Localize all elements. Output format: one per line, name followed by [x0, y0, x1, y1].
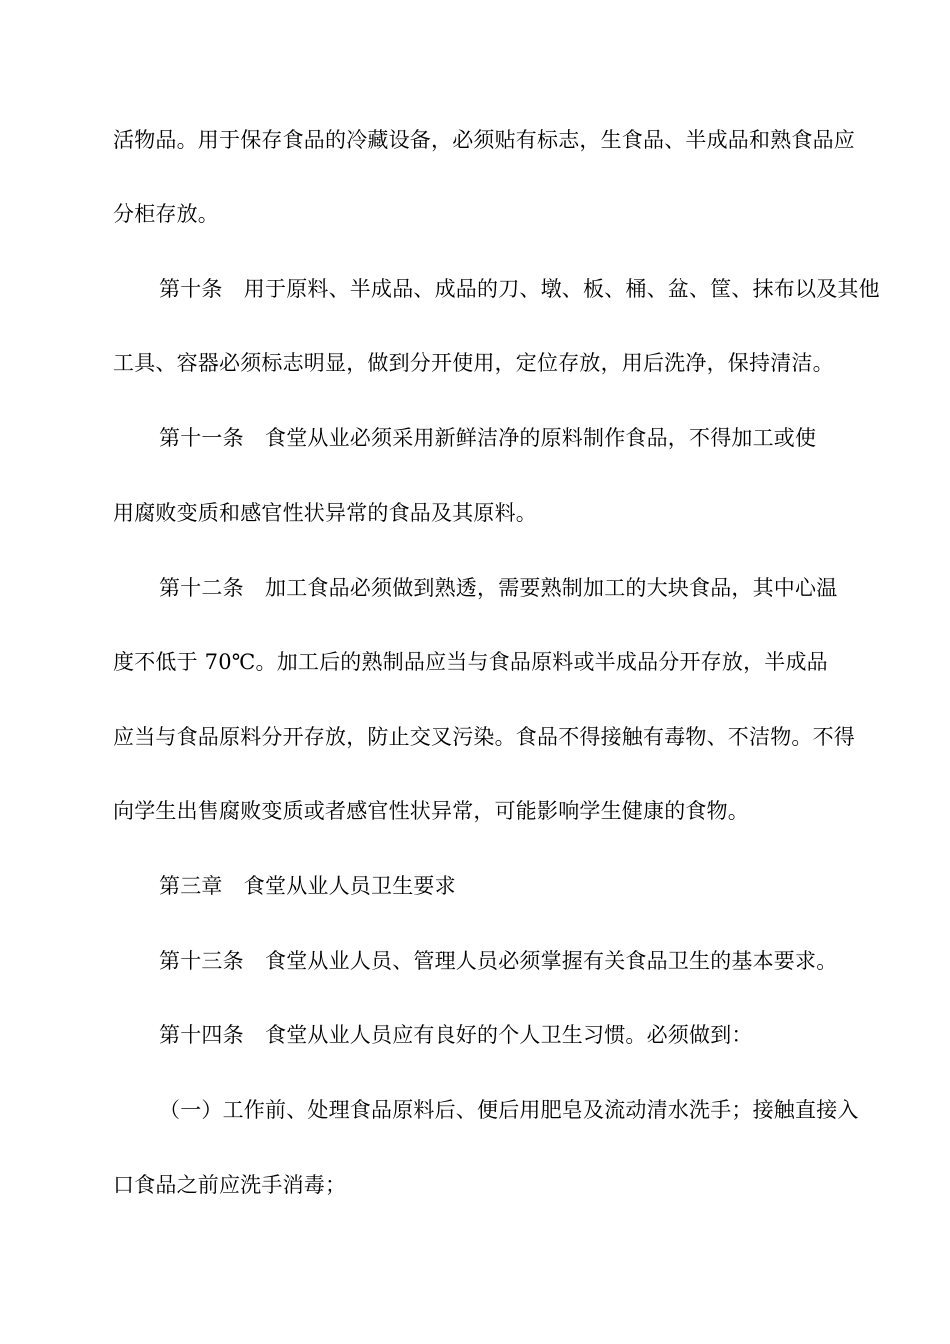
- list-item-1: （一）工作前、处理食品原料后、便后用肥皂及流动清水洗手；接触直接入: [159, 1098, 859, 1122]
- article-14-heading: 第十四条 食堂从业人员应有良好的个人卫生习惯。必须做到：: [159, 1023, 753, 1047]
- text-line: 应当与食品原料分开存放，防止交叉污染。食品不得接触有毒物、不洁物。不得: [113, 725, 855, 749]
- chapter-3-heading: 第三章 食堂从业人员卫生要求: [159, 874, 456, 898]
- text-line: 口食品之前应洗手消毒；: [113, 1173, 347, 1197]
- article-10-heading: 第十条 用于原料、半成品、成品的刀、墩、板、桶、盆、筐、抹布以及其他: [159, 277, 880, 301]
- article-13-heading: 第十三条 食堂从业人员、管理人员必须掌握有关食品卫生的基本要求。: [159, 949, 838, 973]
- article-12-heading: 第十二条 加工食品必须做到熟透，需要熟制加工的大块食品，其中心温: [159, 576, 838, 600]
- text-line: 用腐败变质和感官性状异常的食品及其原料。: [113, 501, 537, 525]
- text-line: 活物品。用于保存食品的冷藏设备，必须贴有标志，生食品、半成品和熟食品应: [113, 128, 855, 152]
- text-line: 度不低于 70℃。加工后的熟制品应当与食品原料或半成品分开存放，半成品: [113, 650, 828, 674]
- text-line: 工具、容器必须标志明显，做到分开使用，定位存放，用后洗净，保持清洁。: [113, 351, 834, 375]
- text-line: 分柜存放。: [113, 202, 219, 226]
- text-line: 向学生出售腐败变质或者感官性状异常，可能影响学生健康的食物。: [113, 799, 749, 823]
- article-11-heading: 第十一条 食堂从业必须采用新鲜洁净的原料制作食品，不得加工或使: [159, 426, 817, 450]
